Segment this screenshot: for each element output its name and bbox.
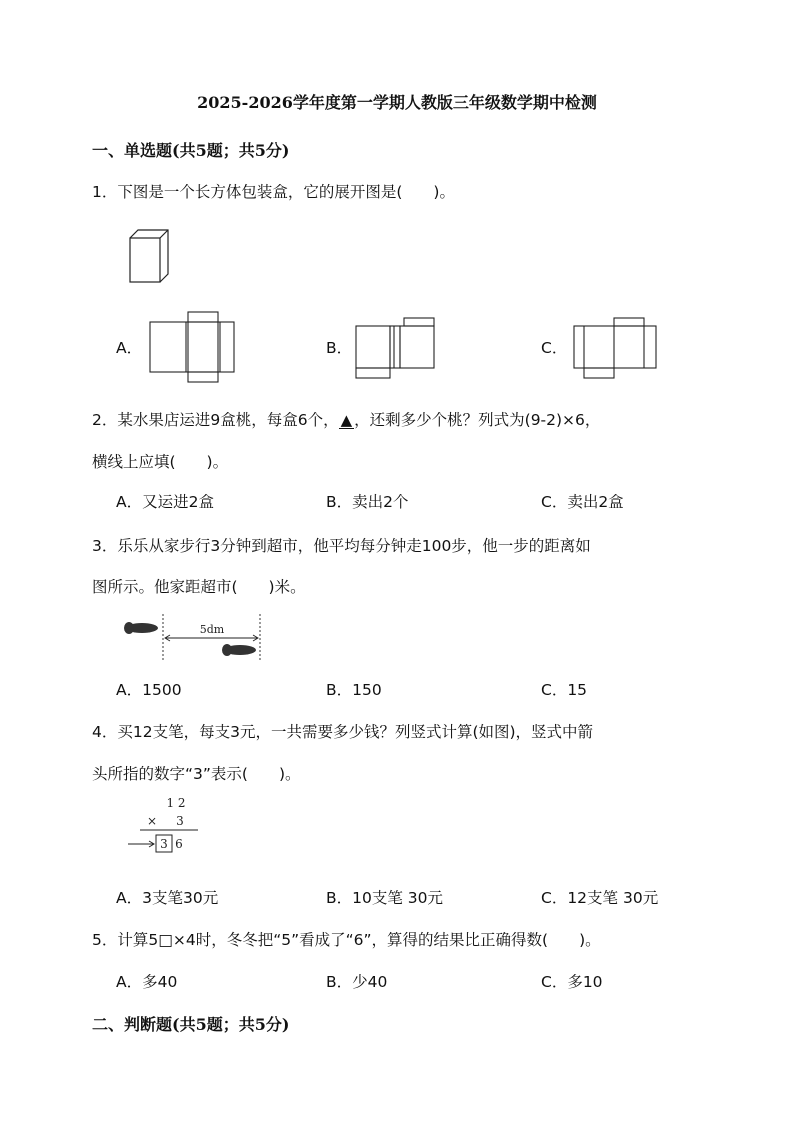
question-2-text: [92, 408, 600, 430]
question-3-option-a[interactable]: A．1500: [116, 681, 182, 699]
question-4-text-line1: 4．买12支笔，每支3元，一共需要多少钱？列竖式计算(如图)，竖式中箭: [92, 723, 594, 741]
question-5-text: 5．计算5□×4时，冬冬把“5”看成了“6”，算得的结果比正确得数( )。: [92, 931, 601, 949]
question-4-text-line2: 头所指的数字“3”表示( )。: [92, 765, 301, 783]
unfolding-net-c-figure: [570, 314, 660, 382]
calc-boxed-digit: 3: [160, 837, 168, 851]
question-5-option-b[interactable]: B．少40: [326, 973, 388, 991]
question-1-text: 1．下图是一个长方体包装盒，它的展开图是( )。: [92, 183, 455, 201]
calc-times-sign: ×: [146, 814, 158, 828]
question-2-text-after: ，还剩多少个桃？列式为(9-2)×6，: [354, 411, 601, 429]
question-2-option-c[interactable]: C．卖出2盒: [541, 493, 624, 511]
footstep-distance-figure: [120, 612, 270, 662]
page-title: 2025-2026学年度第一学期人教版三年级数学期中检测: [197, 93, 597, 112]
question-5-option-c[interactable]: C．多10: [541, 973, 603, 991]
question-2-text-line2: 横线上应填( )。: [92, 453, 229, 471]
section-heading-true-false: 二、判断题(共5题；共5分): [92, 1015, 290, 1034]
calc-multiplier: 3: [176, 814, 184, 828]
question-2-option-b[interactable]: B．卖出2个: [326, 493, 409, 511]
question-3-text-line2: 图所示。他家距超市( )米。: [92, 578, 306, 596]
question-3-option-b[interactable]: B．150: [326, 681, 382, 699]
question-2-option-a[interactable]: A．又运进2盒: [116, 493, 214, 511]
vertical-multiplication-figure: [124, 794, 208, 858]
question-3-option-c[interactable]: C．15: [541, 681, 588, 699]
unfolding-net-b-figure: [354, 314, 440, 382]
step-length-label: 5dm: [199, 623, 225, 636]
calc-last-digit: 6: [175, 837, 183, 851]
triangle-blank-icon: ▲: [340, 411, 353, 429]
question-5-option-a[interactable]: A．多40: [116, 973, 178, 991]
cuboid-box-figure: [128, 228, 172, 286]
question-1-option-c[interactable]: C．: [541, 339, 568, 357]
unfolding-net-a-figure: [146, 310, 240, 386]
question-3-text-line1: 3．乐乐从家步行3分钟到超市，他平均每分钟走100步，他一步的距离如: [92, 537, 591, 555]
question-2-text-before: 2．某水果店运进9盒桃，每盒6个，: [92, 411, 339, 429]
question-4-option-c[interactable]: C．12支笔 30元: [541, 889, 659, 907]
question-1-option-a[interactable]: A．: [116, 339, 143, 357]
question-4-option-b[interactable]: B．10支笔 30元: [326, 889, 444, 907]
calc-top-number: 1 2: [166, 796, 186, 810]
question-1-option-b[interactable]: B．: [326, 339, 353, 357]
section-heading-single-choice: 一、单选题(共5题；共5分): [92, 141, 290, 160]
question-4-option-a[interactable]: A．3支笔30元: [116, 889, 219, 907]
